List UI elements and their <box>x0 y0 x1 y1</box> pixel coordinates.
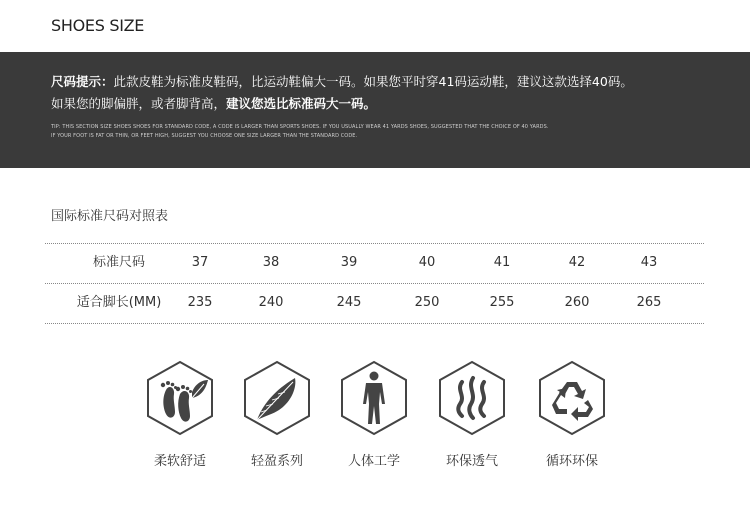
size-table-title: 国际标准尺码对照表 <box>51 209 169 224</box>
feature-recyclable <box>527 360 617 469</box>
table-divider-bottom <box>45 323 704 324</box>
feature-soft-comfort <box>135 360 225 469</box>
tip-line-2-text: 如果您的脚偏胖，或者脚背高， <box>51 96 227 111</box>
human-body-icon <box>338 360 410 436</box>
feature-label: 人体工学 <box>347 454 400 469</box>
table-cell: 42 <box>568 255 586 270</box>
row-label: 标准尺码 <box>92 255 146 270</box>
table-cell: 41 <box>493 255 511 270</box>
feature-breathable <box>427 360 517 469</box>
table-cell: 40 <box>418 255 436 270</box>
page-title: SHOES SIZE <box>51 16 145 35</box>
feature-label: 轻盈系列 <box>250 454 303 469</box>
table-cell: 255 <box>489 295 515 310</box>
table-cell: 260 <box>564 295 590 310</box>
tip-text: 此款皮鞋为标准皮鞋码，比运动鞋偏大一码。如果您平时穿41码运动鞋，建议这款选择40码。 <box>113 74 633 89</box>
tip-line-1 <box>51 72 633 90</box>
feet-leaf-icon <box>144 360 216 436</box>
feature-lightweight <box>232 360 322 469</box>
table-cell: 250 <box>414 295 440 310</box>
tip-line-2 <box>51 94 376 112</box>
feature-label: 循环环保 <box>545 454 598 469</box>
row-label: 适合脚长(MM) <box>76 295 162 310</box>
feature-label: 环保透气 <box>445 454 498 469</box>
feather-icon <box>241 360 313 436</box>
table-cell: 245 <box>336 295 362 310</box>
table-cell: 265 <box>636 295 662 310</box>
feature-ergonomic <box>329 360 419 469</box>
tip-label: 尺码提示： <box>51 74 114 89</box>
table-cell: 43 <box>640 255 658 270</box>
table-row-foot-length <box>45 283 704 323</box>
tip-line-2-bold: 建议您选比标准码大一码。 <box>226 96 377 111</box>
table-row-standard-size <box>45 243 704 283</box>
tip-english-line-2: IF YOUR FOOT IS FAT OR THIN, OR FEET HIGH, SUGGEST YOU CHOOSE ONE SIZE LARGER THAN THE STANDARD CODE. <box>51 133 358 139</box>
table-cell: 37 <box>191 255 209 270</box>
feature-label: 柔软舒适 <box>153 454 206 469</box>
heat-waves-icon <box>436 360 508 436</box>
table-cell: 235 <box>187 295 213 310</box>
size-tip-banner <box>0 52 750 168</box>
tip-english-line-1: TIP: THIS SECTION SIZE SHOES SHOES FOR STANDARD CODE, A CODE IS LARGER THAN SPORTS SHOES. IF YOU USUALLY WEAR 41 YARDS SHOES, SUGGESTED THAT THE CHOICE OF 40 YARDS. <box>51 124 549 130</box>
table-cell: 39 <box>340 255 358 270</box>
recycle-icon <box>536 360 608 436</box>
feature-icons <box>0 360 750 480</box>
table-cell: 38 <box>262 255 280 270</box>
table-cell: 240 <box>258 295 284 310</box>
